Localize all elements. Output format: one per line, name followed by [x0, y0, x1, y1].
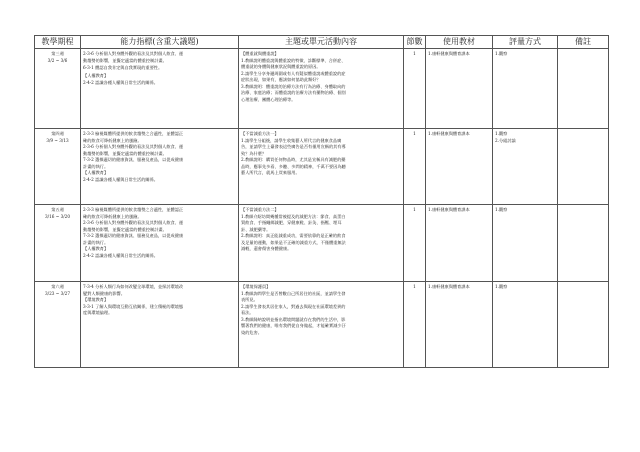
table-row [35, 49, 609, 129]
indicator-line: 計畫的執行。 [83, 239, 109, 245]
indicators-cell [81, 49, 239, 129]
content-line: 告，並請學生上臺發表這些廣告是否有僅用宣稱的其有導 [241, 144, 346, 149]
content-line: 染的危害。 [241, 329, 262, 335]
content-line: 針、減肥藥等。 [241, 226, 271, 232]
header-content: 主題或單元活動內容 [239, 36, 404, 49]
content-line: 1.教師介紹坊間幾種常被提及的減肥方法：節食、高蛋白 [241, 213, 346, 219]
week-label: 第六週 [51, 284, 64, 289]
week-cell [35, 282, 81, 368]
indicator-line: 2-3-3 檢視媒體所提供的飲食趨勢之合適性，並體認正 [83, 131, 184, 136]
content-cell [239, 129, 404, 205]
periods-cell: 1 [404, 205, 426, 282]
content-line: 1.教師詢問學生是否曾數自己所居住的社區，並請學生發 [241, 290, 346, 296]
assessment-cell [493, 205, 558, 282]
indicator-line: 【人權教育】 [83, 246, 109, 251]
indicator-line: 7-3-4 分析人類行為如何改變全球環境，並探討環境改 [83, 284, 184, 289]
week-dates: 3/9 ~ 3/13 [46, 137, 69, 143]
periods-cell: 1 [404, 49, 426, 129]
assessment-cell [493, 282, 558, 368]
assessment-line: 1.觀察 [495, 51, 508, 56]
notes-cell [558, 129, 609, 205]
assessment-line: 1.觀察 [495, 207, 508, 212]
indicator-line: 2-4-2 認識各種人權與日常生活的關係。 [83, 80, 158, 85]
week-label: 第五週 [51, 207, 64, 212]
content-cell [239, 205, 404, 282]
content-line: 【體重就與體重說】 [241, 51, 279, 56]
assessment-line: 1.觀察 [495, 131, 508, 136]
content-line: 2.請學生分享身邊周圍或有人有疑似體重說或體重說的症 [241, 70, 346, 76]
indicator-line: 2-3-3 檢視媒體所提供的飲食趨勢之合適性，並體認正 [83, 207, 184, 212]
content-line: 【環境保護員】 [241, 284, 271, 289]
content-line: 及足量的運動，如果是不正確的減重方式，不僅體重無法 [241, 239, 346, 245]
content-line: 【不當減重方法二】 [241, 207, 279, 212]
indicator-line: 度與環境倫理。 [83, 310, 113, 315]
indicator-line: 2-4-2 認識各種人權與日常生活的關係。 [83, 252, 158, 258]
indicator-line: 確的飲食可降低健康上的風險。 [83, 213, 142, 219]
content-line: 體重就的身體與健康狀況與體重說的原因。 [241, 64, 321, 69]
content-line: 表所見。 [241, 297, 258, 302]
indicator-line: 【人權教育】 [83, 170, 109, 175]
indicators-cell [81, 205, 239, 282]
table-row [35, 282, 609, 368]
content-line: 【不當減重方法一】 [241, 131, 279, 136]
indicator-line: 動趨勢的影響，並擬定適當的體重控制計畫。 [83, 57, 167, 63]
week-cell [35, 49, 81, 129]
week-cell [35, 129, 81, 205]
content-cell [239, 49, 404, 129]
content-line: 2.請學生發表其居住家人，對過去與現在社區環境差異的 [241, 303, 346, 309]
content-line: 心理治療、團體心理治療等。 [241, 96, 296, 102]
indicators-cell [81, 282, 239, 368]
indicator-line: 6-3-1 體認自我肯定與自我實現的重要性。 [83, 65, 163, 70]
notes-cell [558, 205, 609, 282]
indicator-line: 2-4-2 認識各種人權與日常生活的關係。 [83, 176, 158, 182]
content-line: 1.教師說明體重說與體重說的特徵、診斷標準、合併症、 [241, 57, 346, 63]
header-row [35, 36, 609, 49]
indicator-line: 動趨勢的影響，並擬定適當的體重控制計畫。 [83, 226, 167, 232]
indicator-line: 計畫的執行。 [83, 163, 109, 169]
indicator-line: 2-3-6 分析個人對身體外觀的看法及其對個人飲食、運 [83, 220, 184, 225]
indicator-line: 確的飲食可降低健康上的風險。 [83, 137, 142, 143]
content-line: 致？為什麼？ [241, 150, 267, 156]
periods-cell: 1 [404, 282, 426, 368]
lesson-plan-table [34, 35, 609, 368]
notes-cell [558, 49, 609, 129]
indicators-cell [81, 129, 239, 205]
header-materials: 使用教材 [426, 36, 493, 49]
indicator-line: 【環境教育】 [83, 297, 109, 302]
assessment-line: 1.觀察 [495, 284, 508, 289]
header-assessment: 評量方式 [493, 36, 558, 49]
week-label: 第四週 [51, 131, 64, 136]
content-line: 質飲食、手指繩綁減肥、穿健康鞋、針灸、指壓、埋耳 [241, 220, 342, 225]
indicator-line: 【人權教育】 [83, 72, 109, 78]
assessment-cell [493, 129, 558, 205]
table-row [35, 205, 609, 282]
content-line: 看法。 [241, 310, 254, 315]
header-periods: 節數 [404, 36, 426, 49]
indicator-line: 變對人類健康的影響。 [83, 290, 125, 296]
periods-cell: 1 [404, 129, 426, 205]
materials-cell: 1.康軒健康與體育課本 [426, 129, 493, 205]
content-line: 品時，應事先多看、多聽、多問的精神，千萬不要因為聽 [241, 163, 346, 169]
content-line: 3.教師歸納說明並指出環境問題就存在我們的生活中，影 [241, 316, 346, 322]
week-dates: 3/2 ~ 3/6 [47, 57, 68, 63]
header-schedule: 教學期程 [35, 36, 81, 49]
week-label: 第三週 [51, 51, 64, 56]
week-dates: 3/16 ~ 3/20 [45, 213, 70, 219]
content-line: 治療、家庭治療；而體重說的治療方法有藥物治療、個別 [241, 90, 346, 95]
notes-cell [558, 282, 609, 368]
content-cell [239, 282, 404, 368]
content-line: 3.教師說明：體重說的治療方法有行為治療、身體取向的 [241, 83, 346, 89]
table-row [35, 129, 609, 205]
header-notes: 備註 [558, 36, 609, 49]
content-line: 響著我們的健康，唯有我們從自身做起，才能確實減少汙 [241, 323, 346, 328]
materials-cell: 1.康軒健康與體育課本 [426, 49, 493, 129]
indicator-line: 3-3-1 了解人與環境互動互依關係，建立積極的環境態 [83, 303, 184, 309]
assessment-line: 2.分組討論 [495, 137, 516, 143]
week-cell [35, 205, 81, 282]
indicator-line: 動趨勢的影響，並擬定適當的體重控制計畫。 [83, 150, 167, 156]
indicator-line: 7-3-2 選擇適切的健康資訊、服務及產品，以促成健康 [83, 233, 184, 238]
content-line: 2.教師說明：購買任何物品時，尤其是宣稱具有減肥的藥 [241, 157, 346, 162]
materials-cell: 1.康軒健康與體育課本 [426, 205, 493, 282]
indicator-line: 7-3-2 選擇適切的健康資訊、服務及產品，以促成健康 [83, 157, 184, 162]
materials-cell: 1.康軒健康與體育課本 [426, 282, 493, 368]
content-line: 1.請學生分組後，請學生收集藝人所代言的健康食品廣 [241, 137, 342, 143]
header-indicators: 能力指標(含重大議題) [81, 36, 239, 49]
content-line: 減輕，還會傷害身體健康。 [241, 246, 292, 251]
indicator-line: 2-3-6 分析個人對身體外觀的看法及其對個人飲食、運 [83, 144, 184, 149]
content-line: 2.教師說明：真正能減重成功，需要依靠的是正確的飲食 [241, 233, 346, 238]
content-line: 症狀出現，如果有，應該如何協助此類好？ [241, 77, 321, 82]
content-line: 藝人所代言，就馬上買來服用。 [241, 170, 300, 175]
indicator-line: 2-3-6 分析個人對身體外觀的看法及其對個人飲食、運 [83, 51, 184, 56]
week-dates: 3/23 ~ 3/27 [45, 290, 70, 296]
assessment-cell [493, 49, 558, 129]
